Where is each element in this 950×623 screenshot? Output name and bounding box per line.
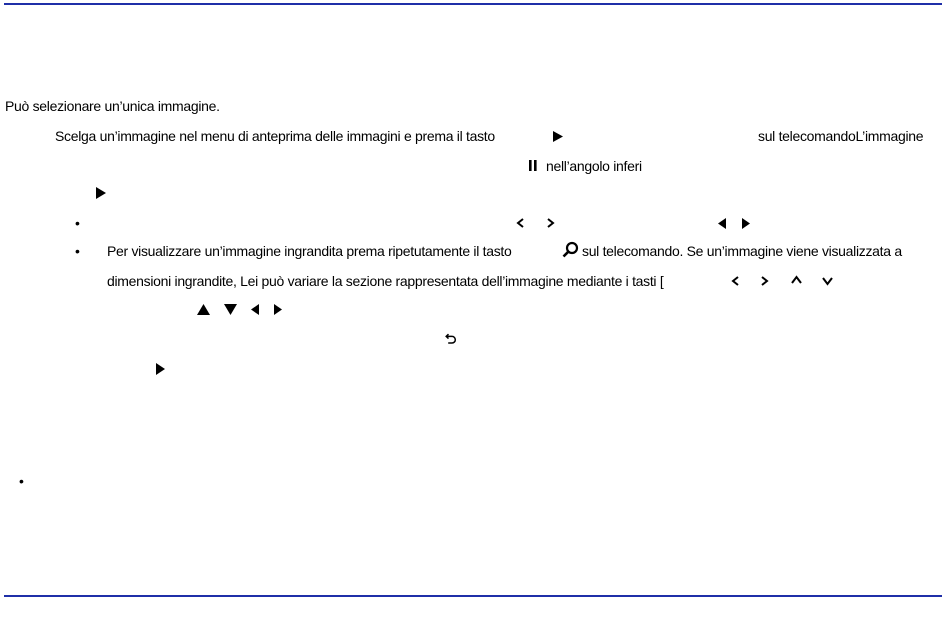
play-icon — [155, 363, 166, 375]
bullet-marker: • — [75, 243, 80, 259]
play-icon — [95, 187, 107, 199]
intro-text: Può selezionare un’unica immagine. — [5, 98, 220, 114]
chevron-left-icon — [516, 218, 525, 228]
step-right-text: sul telecomandoL’immagine — [758, 128, 924, 144]
pause-line-text: nell’angolo inferi — [546, 158, 642, 174]
chevron-down-icon — [822, 277, 833, 286]
bullet-zoom-line1-pre: Per visualizzare un’immagine ingrandita prema ripetutamente il tasto — [107, 243, 512, 259]
triangle-down-icon — [224, 304, 237, 315]
play-icon — [552, 131, 564, 142]
triangle-left-icon — [250, 304, 260, 315]
back-icon — [445, 333, 457, 345]
footer-rule — [4, 595, 942, 597]
bullet-zoom-line1-post: sul telecomando. Se un’immagine viene visualizzata a — [582, 243, 902, 259]
chevron-right-icon — [546, 218, 555, 228]
chevron-right-icon — [760, 276, 769, 286]
bullet-marker: • — [75, 215, 80, 231]
chevron-left-icon — [731, 276, 740, 286]
chevron-up-icon — [791, 275, 802, 284]
header-rule — [4, 3, 942, 5]
triangle-right-icon — [741, 218, 751, 229]
triangle-up-icon — [197, 304, 210, 315]
zoom-icon — [562, 241, 579, 258]
triangle-left-icon — [717, 218, 727, 229]
step-text: Scelga un’immagine nel menu di anteprima delle immagini e prema il tasto — [55, 128, 495, 144]
bullet-zoom-line2: dimensioni ingrandite, Lei può variare la sezione rappresentata dell’immagine mediante i tasti [ — [107, 273, 664, 289]
bullet-marker: • — [19, 473, 24, 489]
triangle-right-icon — [273, 304, 283, 315]
pause-icon — [529, 160, 537, 171]
